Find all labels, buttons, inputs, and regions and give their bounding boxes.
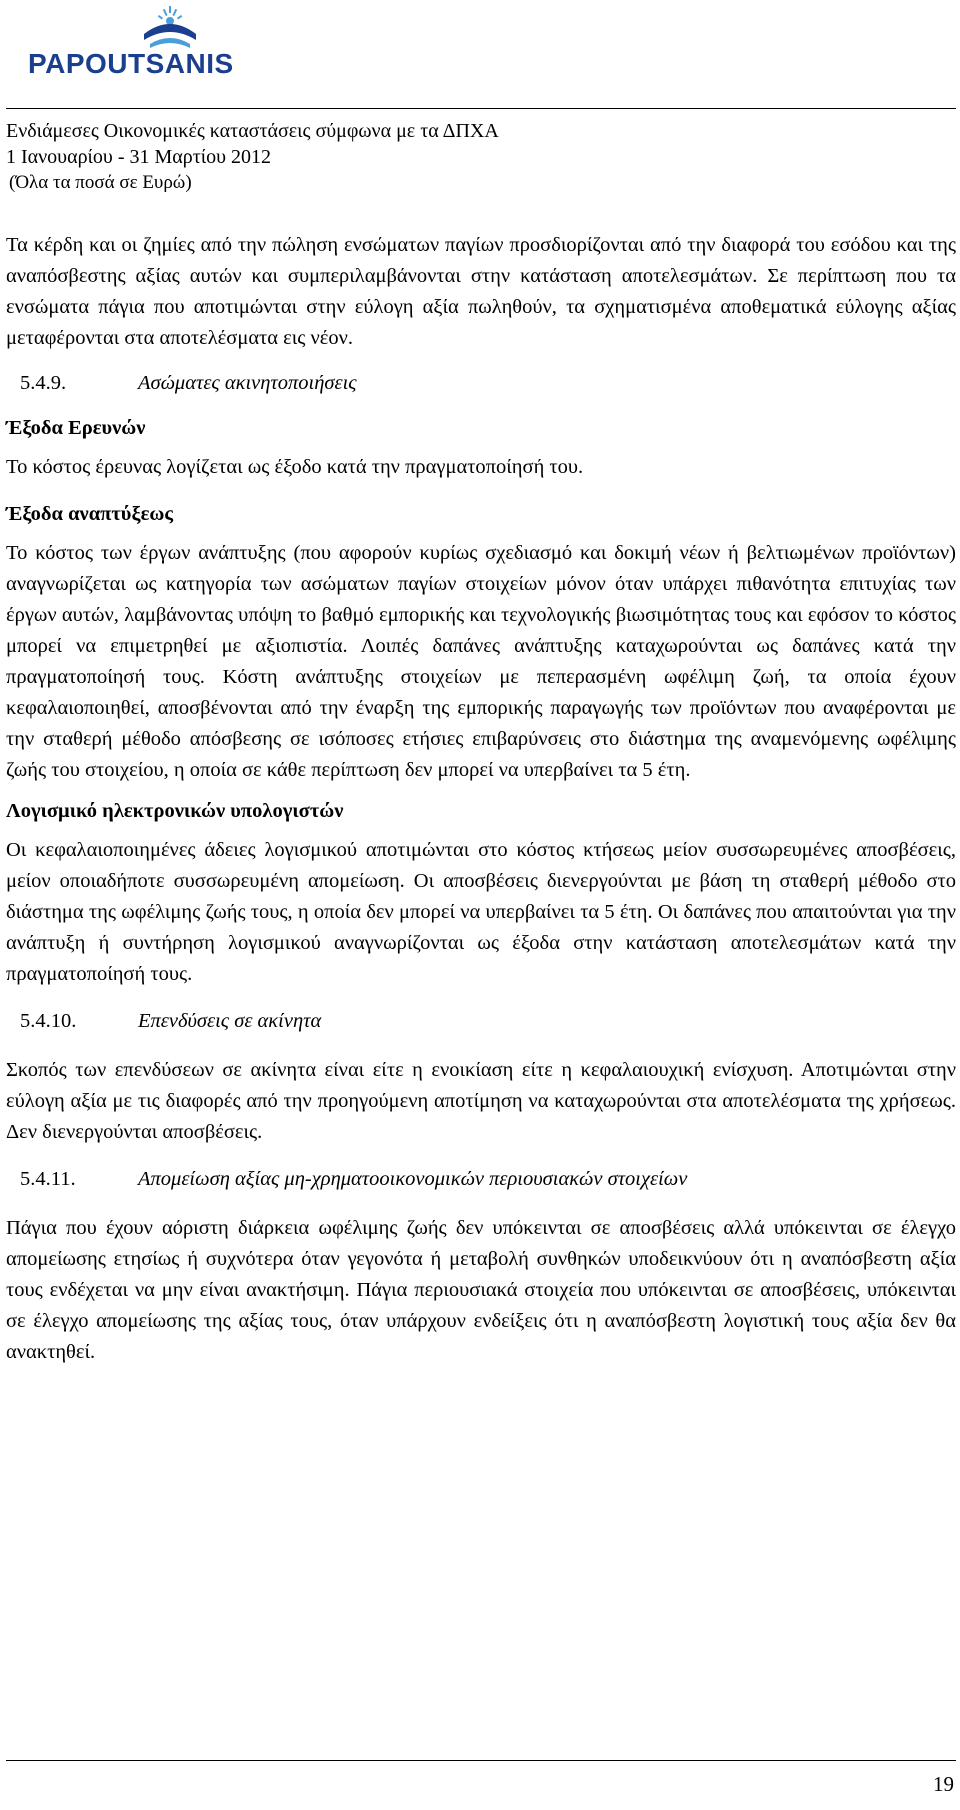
paragraph-impairment: Πάγια που έχουν αόριστη διάρκεια ωφέλιμης ζωής δεν υπόκεινται σε αποσβέσεις αλλά υπόκεινται σε έλεγχο απομείωσης ετησίως ή συχνότερα όταν γεγονότα ή μεταβολή συνθηκών υποδεικνύουν ότι η αναπόσβεστη αξία τους ενδέχεται να μην είναι ανακτήσιμη. Πάγια περιουσιακά στοιχεία που υπόκεινται σε αποσβέσεις, υπόκεινται σε έλεγχο απομείωσης της αξίας τους, όταν υπάρχουν ενδείξεις ότι η αναπόσβεστη λογιστική τους αξία δεν θα ανακτηθεί. [6,1217,956,1363]
section-number: 5.4.10. [20,1010,77,1032]
section-number: 5.4.11. [20,1168,76,1190]
subheading-research-costs: Έξοδα Ερευνών [6,417,146,439]
paragraph-development-costs: Το κόστος των έργων ανάπτυξης (που αφορούν κυρίως σχεδιασμό και δοκιμή νέων ή βελτιωμένων προϊόντων) αναγνωρίζεται ως κατηγορία των ασώματων παγίων στοιχείων μόνον όταν υπάρχει πιθανότητα επιτυχίας των έργων αυτών, λαμβάνοντας υπόψη το βαθμό εμπορικής και τεχνολογικής βιωσιμότητας τους και εφόσον το κόστος μπορεί να επιμετρηθεί με αξιοπιστία. Λοιπές δαπάνες ανάπτυξης καταχωρούνται ως δαπάνες κατά την πραγματοποίησή τους. Κόστη ανάπτυξης στοιχείων με πεπερασμένη ωφέλιμη ζωή, τα οποία έχουν κεφαλαιοποιηθεί, αποσβένονται από την έναρξη της εμπορικής παραγωγής των προϊόντων που αναφέρονται με την σταθερή μέθοδο απόσβεσης σε ισόποσες ετήσιες επιβαρύνσεις στο διάστημα της αναμενόμενης ωφέλιμης ζωής του στοιχείου, η οποία σε κάθε περίπτωση δεν μπορεί να υπερβαίνει τα 5 έτη. [6,542,956,781]
section-heading-5-4-9 [6,372,956,395]
paragraph-research-costs: Το κόστος έρευνας λογίζεται ως έξοδο κατά την πραγματοποίησή του. [6,456,584,478]
company-logo [26,4,266,84]
section-heading-5-4-10 [6,1010,956,1033]
section-heading-5-4-11 [6,1168,956,1191]
section-title: Ασώματες ακινητοποιήσεις [138,372,357,394]
header-rule [6,108,956,109]
footer-rule [6,1760,956,1761]
paragraph-investment-property: Σκοπός των επενδύσεων σε ακίνητα είναι είτε η ενοικίαση είτε η κεφαλαιουχική ενίσχυση. Αποτιμώνται στην εύλογη αξία με τις διαφορές από την προηγούμενη αποτίμηση να καταχωρούνται στα αποτελέσματα της χρήσεως. Δεν διενεργούνται αποσβέσεις. [6,1059,956,1143]
section-title: Επενδύσεις σε ακίνητα [138,1010,322,1032]
header-period: 1 Ιανουαρίου - 31 Μαρτίου 2012 [6,146,272,168]
paragraph-disposal-gains: Τα κέρδη και οι ζημίες από την πώληση ενσώματων παγίων προσδιορίζονται από την διαφορά του εσόδου και της αναπόσβεστης αξίας αυτών και συμπεριλαμβάνονται στην κατάσταση αποτελεσμάτων. Σε περίπτωση που τα ενσώματα πάγια που αποτιμώνται στην εύλογη αξία πωληθούν, τα σχηματισμένα αποθεματικά εύλογης αξίας μεταφέρονται στα αποτελέσματα εις νέον. [6,234,956,349]
page-number: 19 [933,1772,954,1796]
paragraph-software: Οι κεφαλαιοποιημένες άδειες λογισμικού αποτιμώνται στο κόστος κτήσεως μείον συσσωρευμένες αποσβέσεις, μείον οποιαδήποτε συσσωρευμένη απομείωση. Οι αποσβέσεις διενεργούνται με βάση τη σταθερή μέθοδο στο διάστημα της ωφέλιμης ζωής τους, η οποία δεν μπορεί να υπερβαίνει τα 5 έτη. Οι δαπάνες που απαιτούνται για την ανάπτυξη ή συντήρηση λογισμικού αναγνωρίζονται ως έξοδα στην κατάσταση αποτελεσμάτων κατά την πραγματοποίησή τους. [6,839,956,985]
subheading-software: Λογισμικό ηλεκτρονικών υπολογιστών [6,800,344,822]
header-title: Ενδιάμεσες Οικονομικές καταστάσεις σύμφωνα με τα ΔΠΧΑ [6,120,499,142]
logo-emblem-icon [26,4,266,52]
subheading-development-costs: Έξοδα αναπτύξεως [6,503,173,525]
logo-wordmark: PAPOUTSANIS [28,48,234,79]
header-currency-note: (Όλα τα ποσά σε Ευρώ) [9,172,192,193]
document-body [6,230,956,1368]
section-number: 5.4.9. [20,372,67,394]
section-title: Απομείωση αξίας μη-χρηματοοικονομικών περιουσιακών στοιχείων [138,1168,688,1190]
document-header [6,118,499,196]
